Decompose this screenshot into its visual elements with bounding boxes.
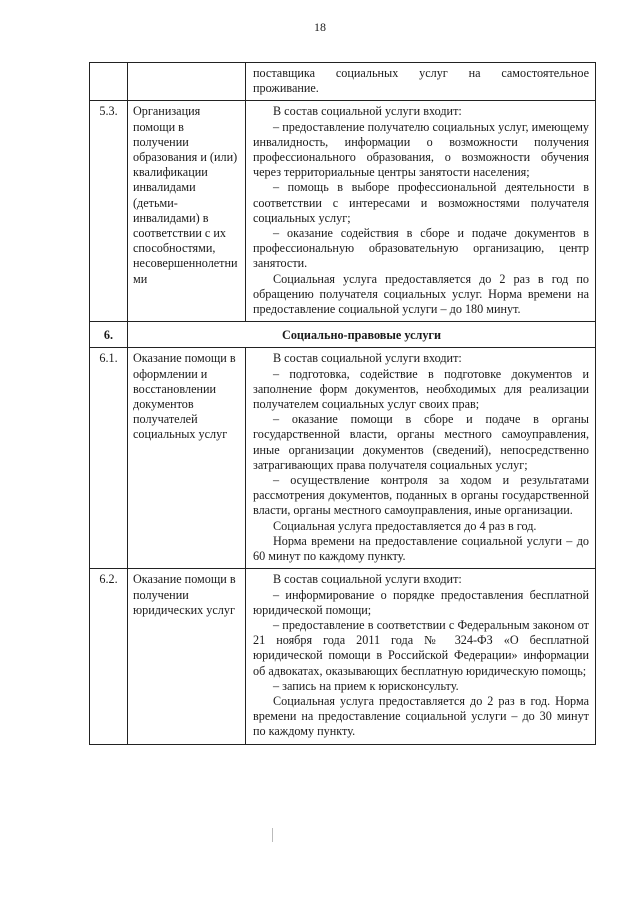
services-table [89, 62, 596, 745]
description-paragraph: Социальная услуга предоставляется до 4 раз в год. [273, 518, 537, 533]
description-paragraph: В состав социальной услуги входит: [273, 572, 462, 587]
description-paragraph: – помощь в выборе профессиональной деятельности в соответствии с интересами и возможностями получателя социальных услуг; [253, 180, 589, 225]
description-paragraph: поставщика социальных услуг на самостоятельное [253, 66, 589, 80]
description-paragraph: – предоставление получателю социальных услуг, имеющему инвалидность, информации о возможности получения профессионального образования, о возможности обучения через территориальные центры занятости населения; [253, 119, 589, 180]
description-paragraph: – запись на прием к юрисконсульту. [273, 678, 459, 693]
description-paragraph: – оказание помощи в сборе и подаче в органы государственной власти, органы местного самоуправления, иные организации документов (сведений), непосредственно затрагивающих права получателя социальных услуг; [253, 412, 589, 472]
service-name [128, 63, 246, 101]
table-row [90, 63, 596, 101]
service-description [246, 569, 596, 744]
description-paragraph: В состав социальной услуги входит: [273, 351, 462, 366]
service-name: Оказание помощи в получении юридических услуг [128, 569, 246, 744]
row-number: 5.3. [90, 101, 128, 322]
description-paragraph: – подготовка, содействие в подготовке документов и заполнение форм документов, необходимых для реализации получателем социальных услуг своих прав; [253, 366, 589, 412]
description-paragraph: Норма времени на предоставление социальной услуги – до 60 минут по каждому пункту. [253, 533, 589, 564]
row-number: 6.2. [90, 569, 128, 744]
service-name: Оказание помощи в оформлении и восстановлении документов получателей социальных услуг [128, 348, 246, 569]
description-paragraph: Социальная услуга предоставляется до 2 раз в год. Норма времени на предоставление социальной услуги – до 30 минут по каждому пункту. [253, 693, 589, 739]
description-paragraph: В состав социальной услуги входит: [273, 104, 462, 119]
section-number: 6. [90, 322, 128, 348]
page-number: 18 [314, 20, 326, 34]
row-number: 6.1. [90, 348, 128, 569]
service-description [246, 101, 596, 322]
scan-mark [272, 828, 273, 842]
table-row [90, 348, 596, 569]
services-table-body-bottom [90, 348, 596, 744]
service-description [246, 63, 596, 101]
description-paragraph: – предоставление в соответствии с Федеральным законом от 21 ноября года 2011 года № 324-ФЗ «О бесплатной юридической помощи в Российской Федерации» информации об адвокатах, оказывающих бесплатную юридическую помощь; [253, 617, 589, 678]
description-paragraph: Социальная услуга предоставляется до 2 раз в год по обращению получателя социальных услуг. Норма времени на предоставление социальной услуги – до 180 минут. [253, 271, 589, 317]
section-title: Социально-правовые услуги [128, 322, 596, 348]
description-paragraph: – осуществление контроля за ходом и результатами рассмотрения документов, поданных в органы государственной власти, органы местного самоуправления, иные организации. [253, 473, 589, 518]
row-number [90, 63, 128, 101]
section-row [90, 322, 596, 348]
table-row [90, 101, 596, 322]
services-table-body-top [90, 63, 596, 322]
section-row-group [90, 322, 596, 348]
description-paragraph: проживание. [253, 81, 319, 96]
description-paragraph: – информирование о порядке предоставления бесплатной юридической помощи; [253, 587, 589, 617]
description-paragraph: – оказание содействия в сборе и подаче документов в профессиональную образовательную организацию, центр занятости. [253, 226, 589, 271]
service-name: Организация помощи в получении образования и (или) квалификации инвалидами (детьми- инвалидами) в соответствии с их способностями, несовершеннолетни ми [128, 101, 246, 322]
service-description [246, 348, 596, 569]
table-row [90, 569, 596, 744]
